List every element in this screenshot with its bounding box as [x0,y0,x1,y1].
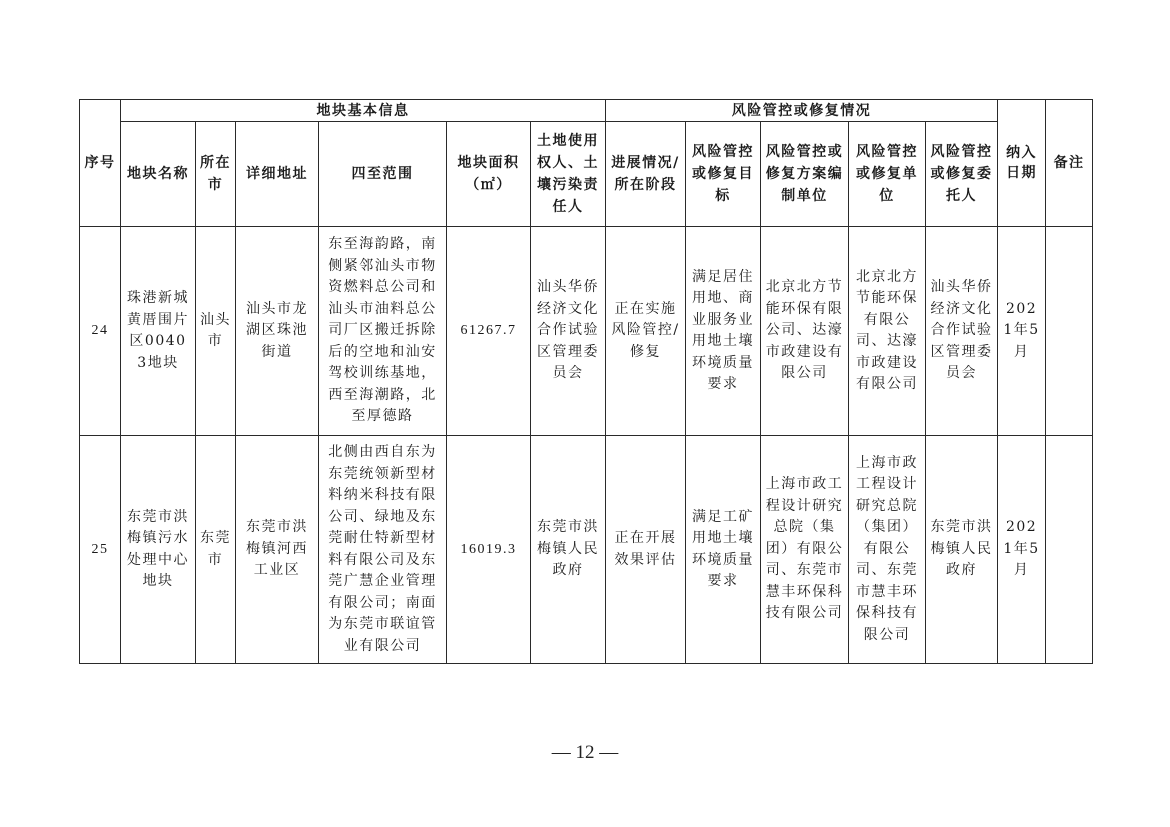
header-exec-unit: 风险管控或修复单位 [849,122,926,227]
group-header-basic-info: 地块基本信息 [121,100,606,122]
header-progress: 进展情况/所在阶段 [606,122,686,227]
header-city: 所在市 [196,122,236,227]
cell-seq: 25 [80,436,121,664]
cell-progress: 正在实施风险管控/修复 [606,227,686,436]
table-row [80,436,1093,664]
cell-target: 满足居住用地、商业服务业用地土壤环境质量要求 [686,227,761,436]
header-address: 详细地址 [236,122,319,227]
cell-target: 满足工矿用地土壤环境质量要求 [686,436,761,664]
cell-boundaries: 东至海韵路，南侧紧邻汕头市物资燃料总公司和汕头市油料总公司厂区搬迁拆除后的空地和汕安驾校训练基地，西至海潮路，北至厚德路 [319,227,447,436]
cell-area: 16019.3 [447,436,531,664]
cell-area: 61267.7 [447,227,531,436]
cell-exec-unit: 北京北方节能环保有限公司、达濠市政建设有限公司 [849,227,926,436]
cell-plan-unit: 上海市政工程设计研究总院（集团）有限公司、东莞市慧丰环保科技有限公司 [761,436,849,664]
cell-progress: 正在开展效果评估 [606,436,686,664]
header-boundaries: 四至范围 [319,122,447,227]
header-plan-unit: 风险管控或修复方案编制单位 [761,122,849,227]
header-target: 风险管控或修复目标 [686,122,761,227]
cell-responsible: 东莞市洪梅镇人民政府 [531,436,606,664]
header-plot-name: 地块名称 [121,122,196,227]
cell-address: 东莞市洪梅镇河西工业区 [236,436,319,664]
group-header-risk-control: 风险管控或修复情况 [606,100,998,122]
page-number: — 12 — [551,742,619,763]
group-header-row [80,100,1093,122]
contaminated-sites-table [79,99,1093,664]
cell-client: 汕头华侨经济文化合作试验区管理委员会 [926,227,998,436]
cell-exec-unit: 上海市政工程设计研究总院（集团）有限公司、东莞市慧丰环保科技有限公司 [849,436,926,664]
cell-responsible: 汕头华侨经济文化合作试验区管理委员会 [531,227,606,436]
header-responsible: 土地使用权人、土壤污染责任人 [531,122,606,227]
column-header-row [80,122,1093,227]
cell-address: 汕头市龙湖区珠池街道 [236,227,319,436]
cell-date: 2021年5月 [998,227,1046,436]
cell-city: 汕头市 [196,227,236,436]
cell-remarks [1046,227,1093,436]
cell-plot-name: 东莞市洪梅镇污水处理中心地块 [121,436,196,664]
header-area: 地块面积（㎡） [447,122,531,227]
table-row [80,227,1093,436]
cell-plot-name: 珠港新城黄厝围片区00403地块 [121,227,196,436]
cell-boundaries: 北侧由西自东为东莞统领新型材料纳米科技有限公司、绿地及东莞耐仕特新型材料有限公司及东莞广慧企业管理有限公司；南面为东莞市联谊管业有限公司 [319,436,447,664]
header-remarks: 备注 [1046,100,1093,227]
header-seq: 序号 [80,100,121,227]
cell-remarks [1046,436,1093,664]
cell-seq: 24 [80,227,121,436]
cell-city: 东莞市 [196,436,236,664]
header-date: 纳入日期 [998,100,1046,227]
cell-plan-unit: 北京北方节能环保有限公司、达濠市政建设有限公司 [761,227,849,436]
header-client: 风险管控或修复委托人 [926,122,998,227]
cell-date: 2021年5月 [998,436,1046,664]
cell-client: 东莞市洪梅镇人民政府 [926,436,998,664]
